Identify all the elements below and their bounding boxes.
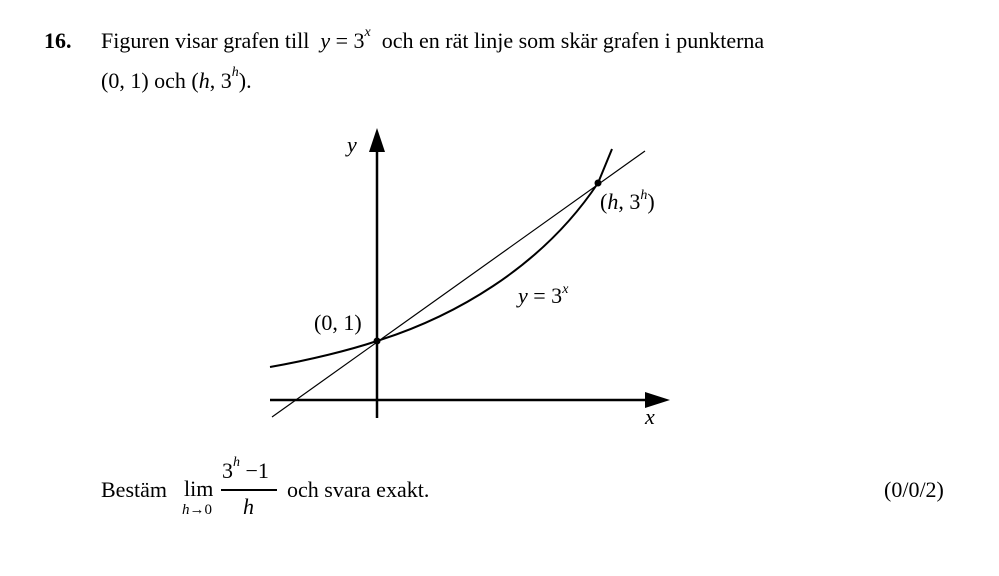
num-exp: h: [233, 455, 240, 470]
intro-text: Figuren visar grafen till: [101, 28, 310, 53]
point-a-label: (0, 1): [314, 310, 362, 335]
curve-label: $y = 3^x$: [518, 282, 569, 308]
y-axis-arrow: [369, 128, 385, 152]
question-suffix: och svara exakt.: [287, 477, 430, 502]
function-exp: x: [364, 25, 371, 40]
problem-number: 16.: [44, 28, 72, 53]
x-axis-label: x: [645, 404, 655, 429]
limit-operator: lim: [184, 476, 214, 501]
secant-line: [272, 151, 645, 417]
fraction-numerator: [222, 455, 269, 484]
num-rest: −1: [240, 458, 269, 483]
function-var-y: y: [320, 28, 331, 53]
point-a-dot: [374, 338, 381, 345]
point-text-mid: , 3: [209, 68, 232, 93]
point-text-1: (0, 1) och (: [101, 68, 199, 93]
question-prefix: Bestäm: [101, 477, 167, 502]
limit-subscript: h→0: [182, 502, 212, 518]
point-b-label: (h, 3$^h$): [600, 188, 655, 214]
fraction-denominator: h: [243, 494, 254, 519]
fraction-bar: [221, 489, 277, 491]
statement-mid: och en rät linje som skär grafen i punkterna: [381, 28, 765, 53]
point-text-end: ).: [238, 68, 252, 93]
num-base: 3: [222, 458, 233, 483]
point-text-h: h: [198, 68, 210, 93]
point-text-exp: h: [231, 65, 239, 80]
y-axis-label: y: [347, 132, 357, 157]
points-badge: (0/0/2): [884, 477, 944, 502]
function-eq: = 3: [330, 28, 365, 53]
point-b-dot: [595, 180, 602, 187]
